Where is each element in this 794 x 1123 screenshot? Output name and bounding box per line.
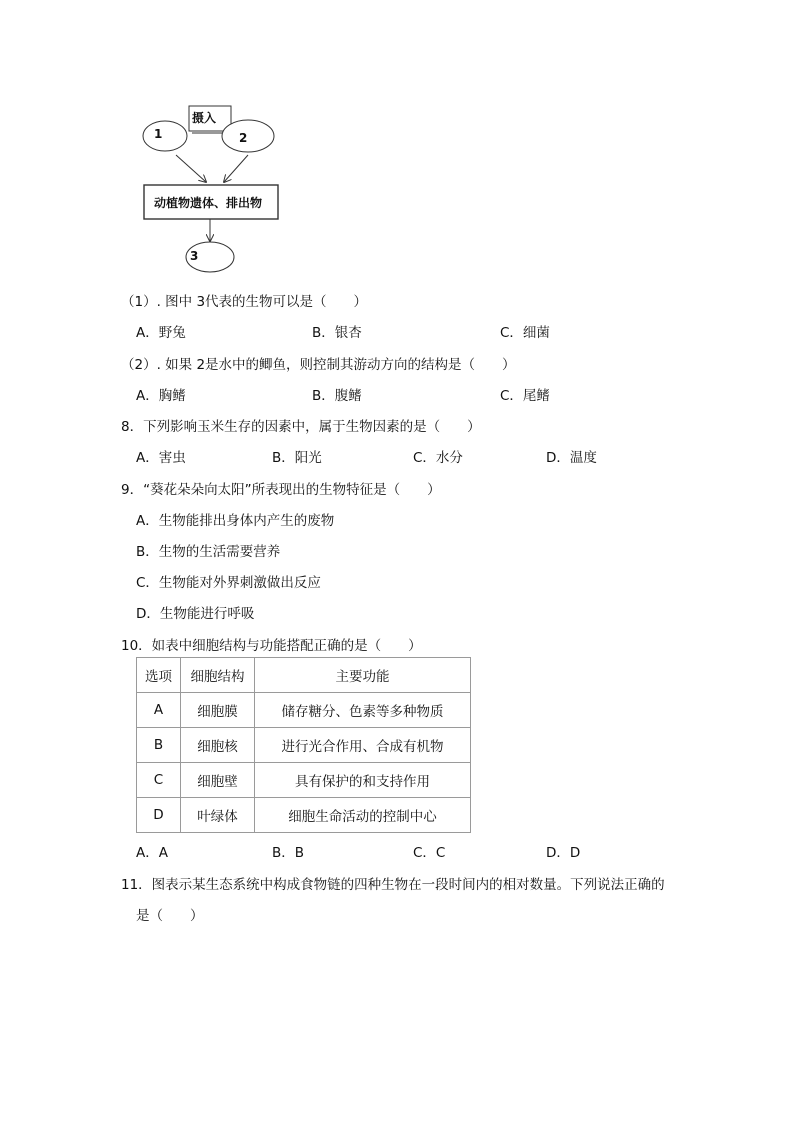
node-1 (143, 121, 187, 151)
q7-2-option-a: A．胸鳍 (136, 388, 186, 404)
arrow-2-to-box (224, 155, 248, 182)
table-cell: D (137, 798, 181, 833)
cell-structure-table (136, 657, 471, 833)
node-1-label: 1 (154, 127, 163, 141)
table-cell: B (137, 728, 181, 763)
table-cell: 进行光合作用、合成有机物 (255, 728, 471, 763)
header-structure: 细胞结构 (181, 658, 255, 693)
question-7-2-stem: （2）. 如果 2是水中的鲫鱼，则控制其游动方向的结构是（ ） (121, 357, 516, 373)
arrow-label-ingest: 摄入 (192, 111, 217, 125)
q8-option-d: D．温度 (546, 450, 597, 466)
node-2-label: 2 (239, 131, 248, 145)
q10-option-c: C．C (413, 845, 446, 861)
q10-option-b: B．B (272, 845, 305, 861)
table-cell: 具有保护的和支持作用 (255, 763, 471, 798)
node-2 (222, 120, 274, 152)
question-9-stem: 9．“葵花朵朵向太阳”所表现出的生物特征是（ ） (121, 482, 441, 498)
q7-2-option-b: B．腹鳍 (312, 388, 362, 404)
q10-option-d: D．D (546, 845, 581, 861)
q9-option-a: A．生物能排出身体内产生的废物 (136, 513, 335, 529)
q9-option-d: D．生物能进行呼吸 (136, 606, 255, 622)
header-option: 选项 (137, 658, 181, 693)
q8-option-c: C．水分 (413, 450, 463, 466)
box-label: 动植物遗体、排出物 (154, 196, 263, 210)
q7-1-option-b: B．银杏 (312, 325, 362, 341)
table-cell: 细胞膜 (181, 693, 255, 728)
table-cell: A (137, 693, 181, 728)
arrow-1-to-box (176, 155, 206, 182)
question-11-stem: 11．图表示某生态系统中构成食物链的四种生物在一段时间内的相对数量。下列说法正确的 (121, 877, 665, 893)
q7-1-option-a: A．野兔 (136, 325, 186, 341)
q8-option-a: A．害虫 (136, 450, 186, 466)
table-header-row (137, 658, 471, 693)
q9-option-b: B．生物的生活需要营养 (136, 544, 281, 560)
table-cell: 细胞生命活动的控制中心 (255, 798, 471, 833)
table-cell: C (137, 763, 181, 798)
q9-option-c: C．生物能对外界刺激做出反应 (136, 575, 321, 591)
header-function: 主要功能 (255, 658, 471, 693)
food-chain-diagram (140, 100, 290, 280)
q7-1-option-c: C．细菌 (500, 325, 550, 341)
question-8-stem: 8．下列影响玉米生存的因素中，属于生物因素的是（ ） (121, 419, 481, 435)
question-10-stem: 10．如表中细胞结构与功能搭配正确的是（ ） (121, 638, 422, 654)
table-row (137, 763, 471, 798)
table-cell: 细胞核 (181, 728, 255, 763)
table-cell: 细胞壁 (181, 763, 255, 798)
table-row (137, 693, 471, 728)
table-cell: 储存糖分、色素等多种物质 (255, 693, 471, 728)
q10-option-a: A．A (136, 845, 168, 861)
question-11-stem-cont: 是（ ） (136, 908, 204, 924)
node-3-label: 3 (190, 249, 199, 263)
question-7-1-stem: （1）. 图中 3代表的生物可以是（ ） (121, 294, 368, 310)
table-row (137, 798, 471, 833)
q7-2-option-c: C．尾鳍 (500, 388, 550, 404)
table-row (137, 728, 471, 763)
table-cell: 叶绿体 (181, 798, 255, 833)
q8-option-b: B．阳光 (272, 450, 322, 466)
